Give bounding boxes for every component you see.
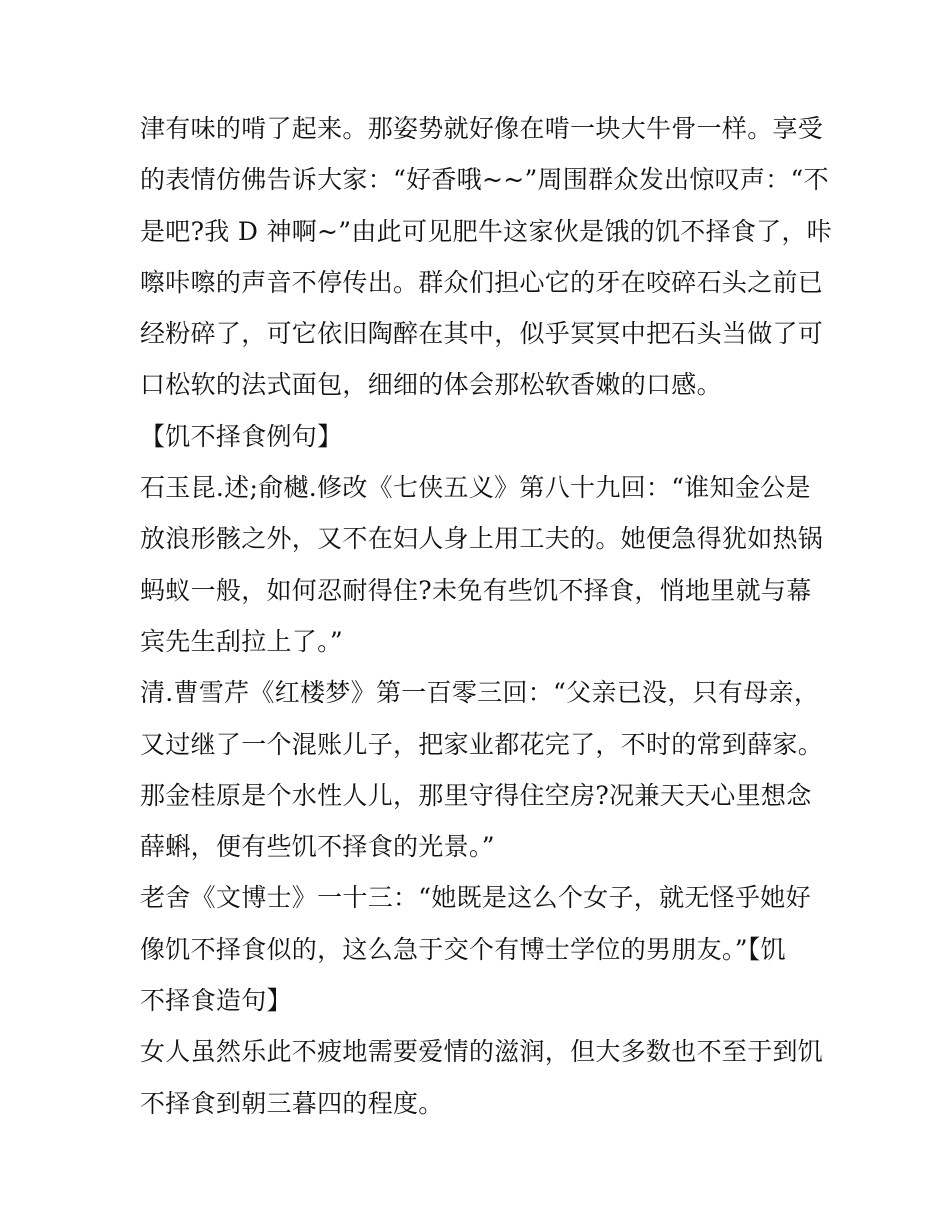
text-line: 的表情仿佛告诉大家：“好香哦~~”周围群众发出惊叹声：“不 — [140, 165, 829, 195]
text-line: 清.曹雪芹《红楼梦》第一百零三回：“父亲已没，只有母亲， — [140, 678, 820, 708]
text-line: 不择食到朝三暮四的程度。 — [140, 1088, 444, 1118]
text-line: 女人虽然乐此不疲地需要爱情的滋润，但大多数也不至于到饥 — [140, 1037, 824, 1067]
text-line: 放浪形骸之外，又不在妇人身上用工夫的。她便急得犹如热锅 — [140, 524, 824, 554]
text-line: 嚓咔嚓的声音不停传出。群众们担心它的牙在咬碎石头之前已 — [140, 267, 824, 297]
text-line: 宾先生刮拉上了。” — [140, 626, 343, 656]
section-heading: 不择食造句】 — [140, 986, 292, 1016]
document-body — [140, 103, 833, 1129]
text-line: 又过继了一个混账儿子，把家业都花完了，不时的常到薛家。 — [140, 729, 824, 759]
text-line: 蚂蚁一般，如何忍耐得住?未免有些饥不择食，悄地里就与幕 — [140, 575, 812, 605]
text-line: 经粉碎了，可它依旧陶醉在其中，似乎冥冥中把石头当做了可 — [140, 319, 824, 349]
text-line: 薛蝌，便有些饥不择食的光景。” — [140, 832, 495, 862]
text-line: 那金桂原是个水性人儿，那里守得住空房?况兼天天心里想念 — [140, 780, 812, 810]
text-line: 石玉昆.述;俞樾.修改《七侠五义》第八十九回：“谁知金公是 — [140, 473, 811, 503]
text-line: 像饥不择食似的，这么急于交个有博士学位的男朋友。”【饥 — [140, 934, 786, 964]
text-line: 口松软的法式面包，细细的体会那松软香嫩的口感。 — [140, 370, 722, 400]
text-line: 老舍《文博士》一十三：“她既是这么个女子，就无怪乎她好 — [140, 883, 811, 913]
text-line: 是吧?我 D 神啊~”由此可见肥牛这家伙是饿的饥不择食了，咔 — [140, 216, 833, 246]
section-heading: 【饥不择食例句】 — [140, 421, 343, 451]
text-line: 津有味的啃了起来。那姿势就好像在啃一块大牛骨一样。享受 — [140, 114, 824, 143]
